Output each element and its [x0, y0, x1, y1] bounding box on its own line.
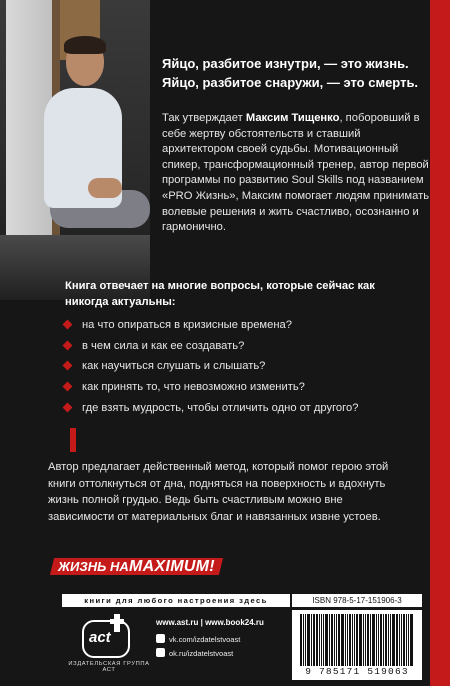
- social-link-ok: [156, 648, 296, 659]
- vk-icon: [156, 634, 165, 643]
- barcode-bar: [319, 614, 320, 666]
- author-photo: [0, 0, 150, 300]
- barcode-bar: [378, 614, 379, 666]
- closing-paragraph: Автор предлагает действенный метод, который помог герою этой книги оттолкнуться от дна, подняться на поверхность и вдохнуть жизнь полной грудью. Ведь быть счастливым можно вне зависимости от материальных благ и навязанных извне устоев.: [48, 461, 389, 523]
- barcode-bar: [349, 614, 351, 666]
- barcode-bar: [307, 614, 310, 666]
- barcode-bar: [323, 614, 324, 666]
- barcode-bar: [406, 614, 407, 666]
- barcode-bar: [311, 614, 312, 666]
- barcode-bar: [359, 614, 362, 666]
- barcode-bar: [334, 614, 335, 666]
- quote-line-1: Яйцо, разбитое изнутри, — это жизнь.: [162, 56, 409, 71]
- publisher-urls: www.ast.ru | www.book24.ru: [156, 618, 264, 627]
- publisher-tagline: книги для любого настроения здесь: [62, 594, 290, 607]
- barcode-bar: [347, 614, 348, 666]
- logo-cross-horizontal: [110, 619, 124, 624]
- red-accent-bar: [70, 428, 76, 452]
- barcode-bar: [300, 614, 302, 666]
- social-link-text: ok.ru/izdatelstvoast: [169, 649, 234, 658]
- barcode-bar: [399, 614, 400, 666]
- author-bio: [162, 111, 430, 236]
- questions-heading: Книга отвечает на многие вопросы, которые сейчас как никогда актуальны:: [65, 280, 375, 308]
- ok-icon: [156, 648, 165, 657]
- barcode-bar: [403, 614, 405, 666]
- barcode-bar: [388, 614, 389, 666]
- author-name: Максим Тищенко: [245, 112, 340, 124]
- red-side-band: [430, 0, 450, 686]
- logo-caption: ИЗДАТЕЛЬСКАЯ ГРУППА АСТ: [68, 661, 150, 673]
- barcode-bar: [390, 614, 391, 666]
- barcode-bar: [336, 614, 337, 666]
- barcode-bar: [305, 614, 306, 666]
- question-item: [66, 318, 406, 332]
- question-text: на что опираться в кризисные времена?: [82, 319, 292, 331]
- barcode-bar: [303, 614, 304, 666]
- barcode: [292, 610, 422, 680]
- barcode-bar: [325, 614, 328, 666]
- bio-text: , поборовший в себе жертву обстоятельств и ставший архитектором своей судьбы. Мотивационный спикер, трансформационный тренер, автор первой программы по развитию Soul Skills под названием «PRO Жизнь», Максим помогает людям принимать волевые решения и жить счастливо, осознанно и гармонично.: [162, 112, 430, 234]
- barcode-bar: [354, 614, 355, 666]
- bio-lead: Так утверждает: [162, 112, 246, 124]
- barcode-bar: [345, 614, 346, 666]
- question-item: [66, 339, 406, 353]
- barcode-bar: [331, 614, 333, 666]
- quote-line-2: Яйцо, разбитое снаружи, — это смерть.: [162, 75, 419, 90]
- question-text: как научиться слушать и слышать?: [82, 360, 266, 372]
- barcode-bar: [376, 614, 377, 666]
- barcode-bar: [392, 614, 395, 666]
- barcode-bar: [338, 614, 340, 666]
- question-item: [66, 359, 406, 373]
- barcode-bar: [313, 614, 315, 666]
- question-text: как принять то, что невозможно изменить?: [82, 381, 305, 393]
- barcode-number: 9 785171 519063: [305, 666, 409, 677]
- barcode-bar: [385, 614, 387, 666]
- barcode-bar: [367, 614, 369, 666]
- barcode-bar: [363, 614, 364, 666]
- logo-text: act: [89, 629, 111, 646]
- barcode-bar: [341, 614, 344, 666]
- question-text: где взять мудрость, чтобы отличить одно от другого?: [82, 402, 359, 414]
- barcode-bar: [321, 614, 322, 666]
- man-hands: [88, 178, 122, 198]
- social-link-vk: [156, 634, 296, 645]
- barcode-bar: [365, 614, 366, 666]
- slogan-part-1: ЖИЗНЬ НА: [58, 559, 129, 574]
- barcode-bar: [329, 614, 330, 666]
- barcode-bar: [410, 614, 413, 666]
- barcode-bar: [408, 614, 409, 666]
- question-item: [66, 380, 406, 394]
- barcode-bar: [356, 614, 358, 666]
- question-item: [66, 401, 406, 415]
- barcode-bar: [396, 614, 398, 666]
- barcode-bar: [370, 614, 371, 666]
- slogan-part-2: MAXIMUM!: [128, 558, 215, 575]
- isbn-label: ISBN 978-5-17-151906-3: [292, 594, 422, 607]
- social-link-text: vk.com/izdatelstvoast: [169, 635, 241, 644]
- man-hair: [64, 36, 106, 54]
- barcode-bar: [380, 614, 382, 666]
- question-text: в чем сила и как ее создавать?: [82, 340, 245, 352]
- barcode-bar: [383, 614, 384, 666]
- barcode-bar: [352, 614, 353, 666]
- barcode-bar: [316, 614, 318, 666]
- barcode-bar: [401, 614, 402, 666]
- epigraph-quote: [162, 54, 432, 92]
- ast-logo: [72, 614, 138, 660]
- barcode-bar: [372, 614, 375, 666]
- series-slogan: [50, 558, 223, 575]
- barcode-bars: [300, 614, 414, 666]
